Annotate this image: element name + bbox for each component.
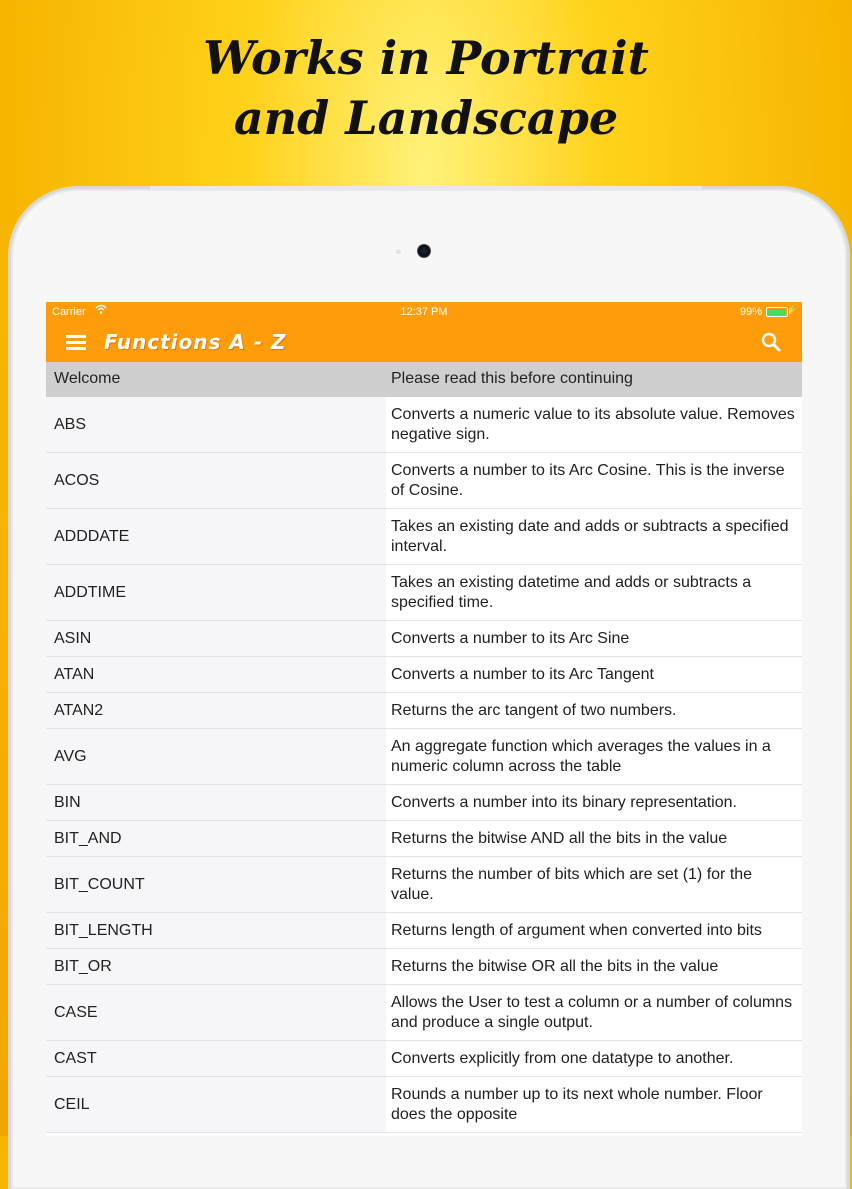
function-name: BIT_LENGTH — [46, 913, 386, 948]
function-description: Converts a number into its binary representation. — [391, 793, 737, 811]
function-description: An aggregate function which averages the values in a numeric column across the table — [391, 737, 771, 775]
nav-bar — [46, 322, 802, 362]
table-row[interactable] — [46, 785, 802, 821]
table-row[interactable] — [46, 657, 802, 693]
function-description: Returns the arc tangent of two numbers. — [391, 701, 677, 719]
tablet-top-edge — [150, 186, 702, 190]
table-row[interactable] — [46, 693, 802, 729]
carrier-label: Carrier — [52, 306, 86, 318]
function-description: Returns the bitwise OR all the bits in the value — [391, 957, 719, 975]
table-row[interactable] — [46, 857, 802, 913]
function-name: BIT_COUNT — [46, 857, 386, 912]
function-name: ATAN2 — [46, 693, 386, 728]
table-row[interactable] — [46, 1077, 802, 1133]
function-name: BIN — [46, 785, 386, 820]
charging-icon: ⚡ — [785, 305, 798, 316]
function-description: Converts a number to its Arc Cosine. This is the inverse of Cosine. — [391, 461, 785, 499]
page-title: Functions A - Z — [104, 330, 287, 354]
promo-line-2: and Landscape — [233, 91, 619, 145]
function-description: Takes an existing datetime and adds or subtracts a specified time. — [391, 573, 752, 611]
table-row[interactable] — [46, 509, 802, 565]
function-name: CAST — [46, 1041, 386, 1076]
table-row[interactable] — [46, 913, 802, 949]
menu-icon[interactable] — [66, 335, 86, 351]
function-description: Converts a number to its Arc Tangent — [391, 665, 654, 683]
app-screen — [46, 302, 802, 1136]
battery-percent: 99% — [739, 306, 762, 318]
function-name: ACOS — [46, 453, 386, 508]
promo-line-1: Works in Portrait — [203, 31, 649, 85]
function-list — [46, 397, 802, 1133]
table-row[interactable] — [46, 729, 802, 785]
status-time: 12:37 PM — [400, 306, 448, 318]
function-name: ATAN — [46, 657, 386, 692]
front-camera-icon — [417, 244, 431, 258]
function-name: ASIN — [46, 621, 386, 656]
function-name: AVG — [46, 729, 386, 784]
table-row[interactable] — [46, 985, 802, 1041]
function-description: Converts a number to its Arc Sine — [391, 629, 630, 647]
function-name: BIT_AND — [46, 821, 386, 856]
light-sensor — [396, 249, 401, 254]
header-welcome: Welcome — [54, 370, 121, 387]
table-row[interactable] — [46, 397, 802, 453]
function-name: BIT_OR — [46, 949, 386, 984]
function-name: ADDTIME — [46, 565, 386, 620]
function-description: Allows the User to test a column or a number of columns and produce a single output. — [391, 993, 793, 1031]
table-header-row[interactable] — [46, 362, 802, 397]
function-name: ABS — [46, 397, 386, 452]
function-name: CEIL — [46, 1077, 386, 1132]
header-note: Please read this before continuing — [391, 370, 633, 387]
table-row[interactable] — [46, 565, 802, 621]
function-description: Rounds a number up to its next whole number. Floor does the opposite — [391, 1085, 763, 1123]
function-description: Converts a numeric value to its absolute value. Removes negative sign. — [391, 405, 795, 443]
function-description: Returns the bitwise AND all the bits in the value — [391, 829, 728, 847]
status-bar — [46, 302, 802, 322]
table-row[interactable] — [46, 453, 802, 509]
function-description: Returns length of argument when converted into bits — [391, 921, 762, 939]
function-description: Converts explicitly from one datatype to another. — [391, 1049, 734, 1067]
promo-heading — [0, 28, 852, 148]
table-row[interactable] — [46, 621, 802, 657]
table-row[interactable] — [46, 949, 802, 985]
table-row[interactable] — [46, 1041, 802, 1077]
function-description: Takes an existing date and adds or subtracts a specified interval. — [391, 517, 789, 555]
function-name: CASE — [46, 985, 386, 1040]
function-description: Returns the number of bits which are set (1) for the value. — [391, 865, 753, 903]
function-name: ADDDATE — [46, 509, 386, 564]
search-icon[interactable] — [760, 331, 782, 353]
table-row[interactable] — [46, 821, 802, 857]
